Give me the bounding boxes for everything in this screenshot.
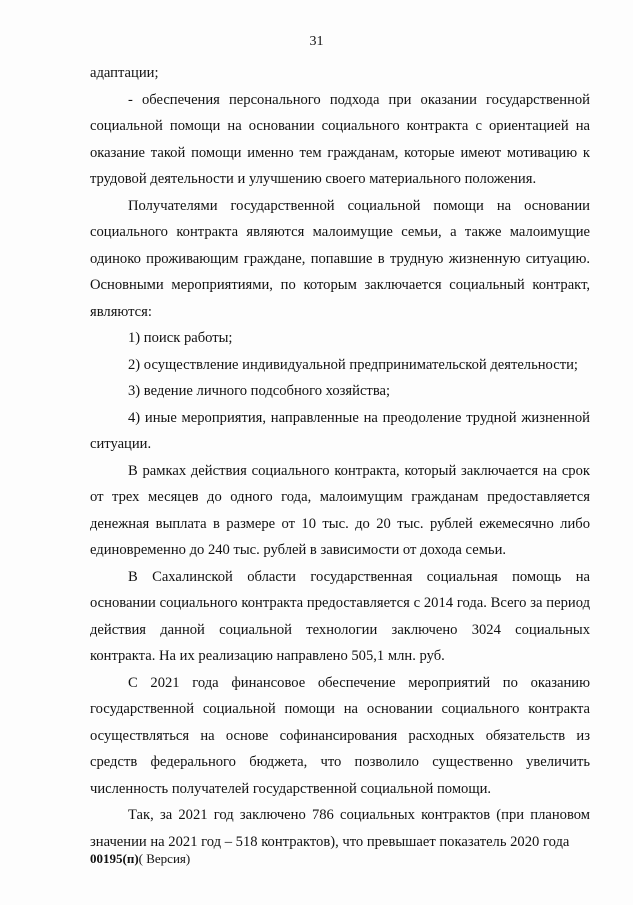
paragraph-recipients: Получателями государственной социальной помощи на основании социального контракта являются малоимущие семьи, а также малоимущие одиноко проживающим граждане, попавшие в трудную жизненную ситуацию. Основными мероприятиями, по которым заключается социальный контракт, являются: bbox=[90, 197, 590, 320]
paragraph-continuation: адаптации; bbox=[90, 65, 159, 81]
dash-list-item: - обеспечения персонального подхода при оказании государственной социальной помощи на основании социального контракта с ориентацией на оказание такой помощи именно тем гражданам, которые имеют мотивацию к трудовой деятельности и улучшению своего материального положения. bbox=[90, 91, 590, 187]
paragraph-cofinancing: С 2021 года финансовое обеспечение мероприятий по оказанию государственной социальной помощи на основании социального контракта осуществляться на основе софинансирования расходных обязательств из средств федерального бюджета, что позволило существенно увеличить численность получателей государственной социальной помощи. bbox=[90, 674, 590, 797]
paragraph-payment-terms: В рамках действия социального контракта, который заключается на срок от трех месяцев до одного года, малоимущим гражданам предоставляется денежная выплата в размере от 10 тыс. до 20 тыс. рублей ежемесячно либо единовременно до 240 тыс. рублей в зависимости от дохода семьи. bbox=[90, 462, 590, 558]
list-item-household: 3) ведение личного подсобного хозяйства; bbox=[128, 383, 391, 399]
document-version: ( Версия) bbox=[138, 851, 191, 866]
paragraph-2021-results: Так, за 2021 год заключено 786 социальных контрактов (при плановом значении на 2021 год – 518 контрактов), что превышает показатель 2020 года bbox=[90, 807, 590, 850]
document-footer bbox=[90, 851, 190, 867]
list-item-entrepreneurship: 2) осуществление индивидуальной предпринимательской деятельности; bbox=[128, 356, 578, 373]
document-body bbox=[90, 60, 590, 855]
list-item-job-search: 1) поиск работы; bbox=[128, 330, 233, 346]
list-item-other-activities: 4) иные мероприятия, направленные на преодоление трудной жизненной ситуации. bbox=[90, 409, 590, 452]
document-code: 00195(п) bbox=[90, 851, 139, 866]
page-number: 31 bbox=[309, 34, 324, 49]
paragraph-sakhalin: В Сахалинской области государственная социальная помощь на основании социального контракта предоставляется с 2014 года. Всего за период действия данной социальной технологии заключено 3024 социальных контракта. На их реализацию направлено 505,1 млн. руб. bbox=[90, 568, 590, 664]
